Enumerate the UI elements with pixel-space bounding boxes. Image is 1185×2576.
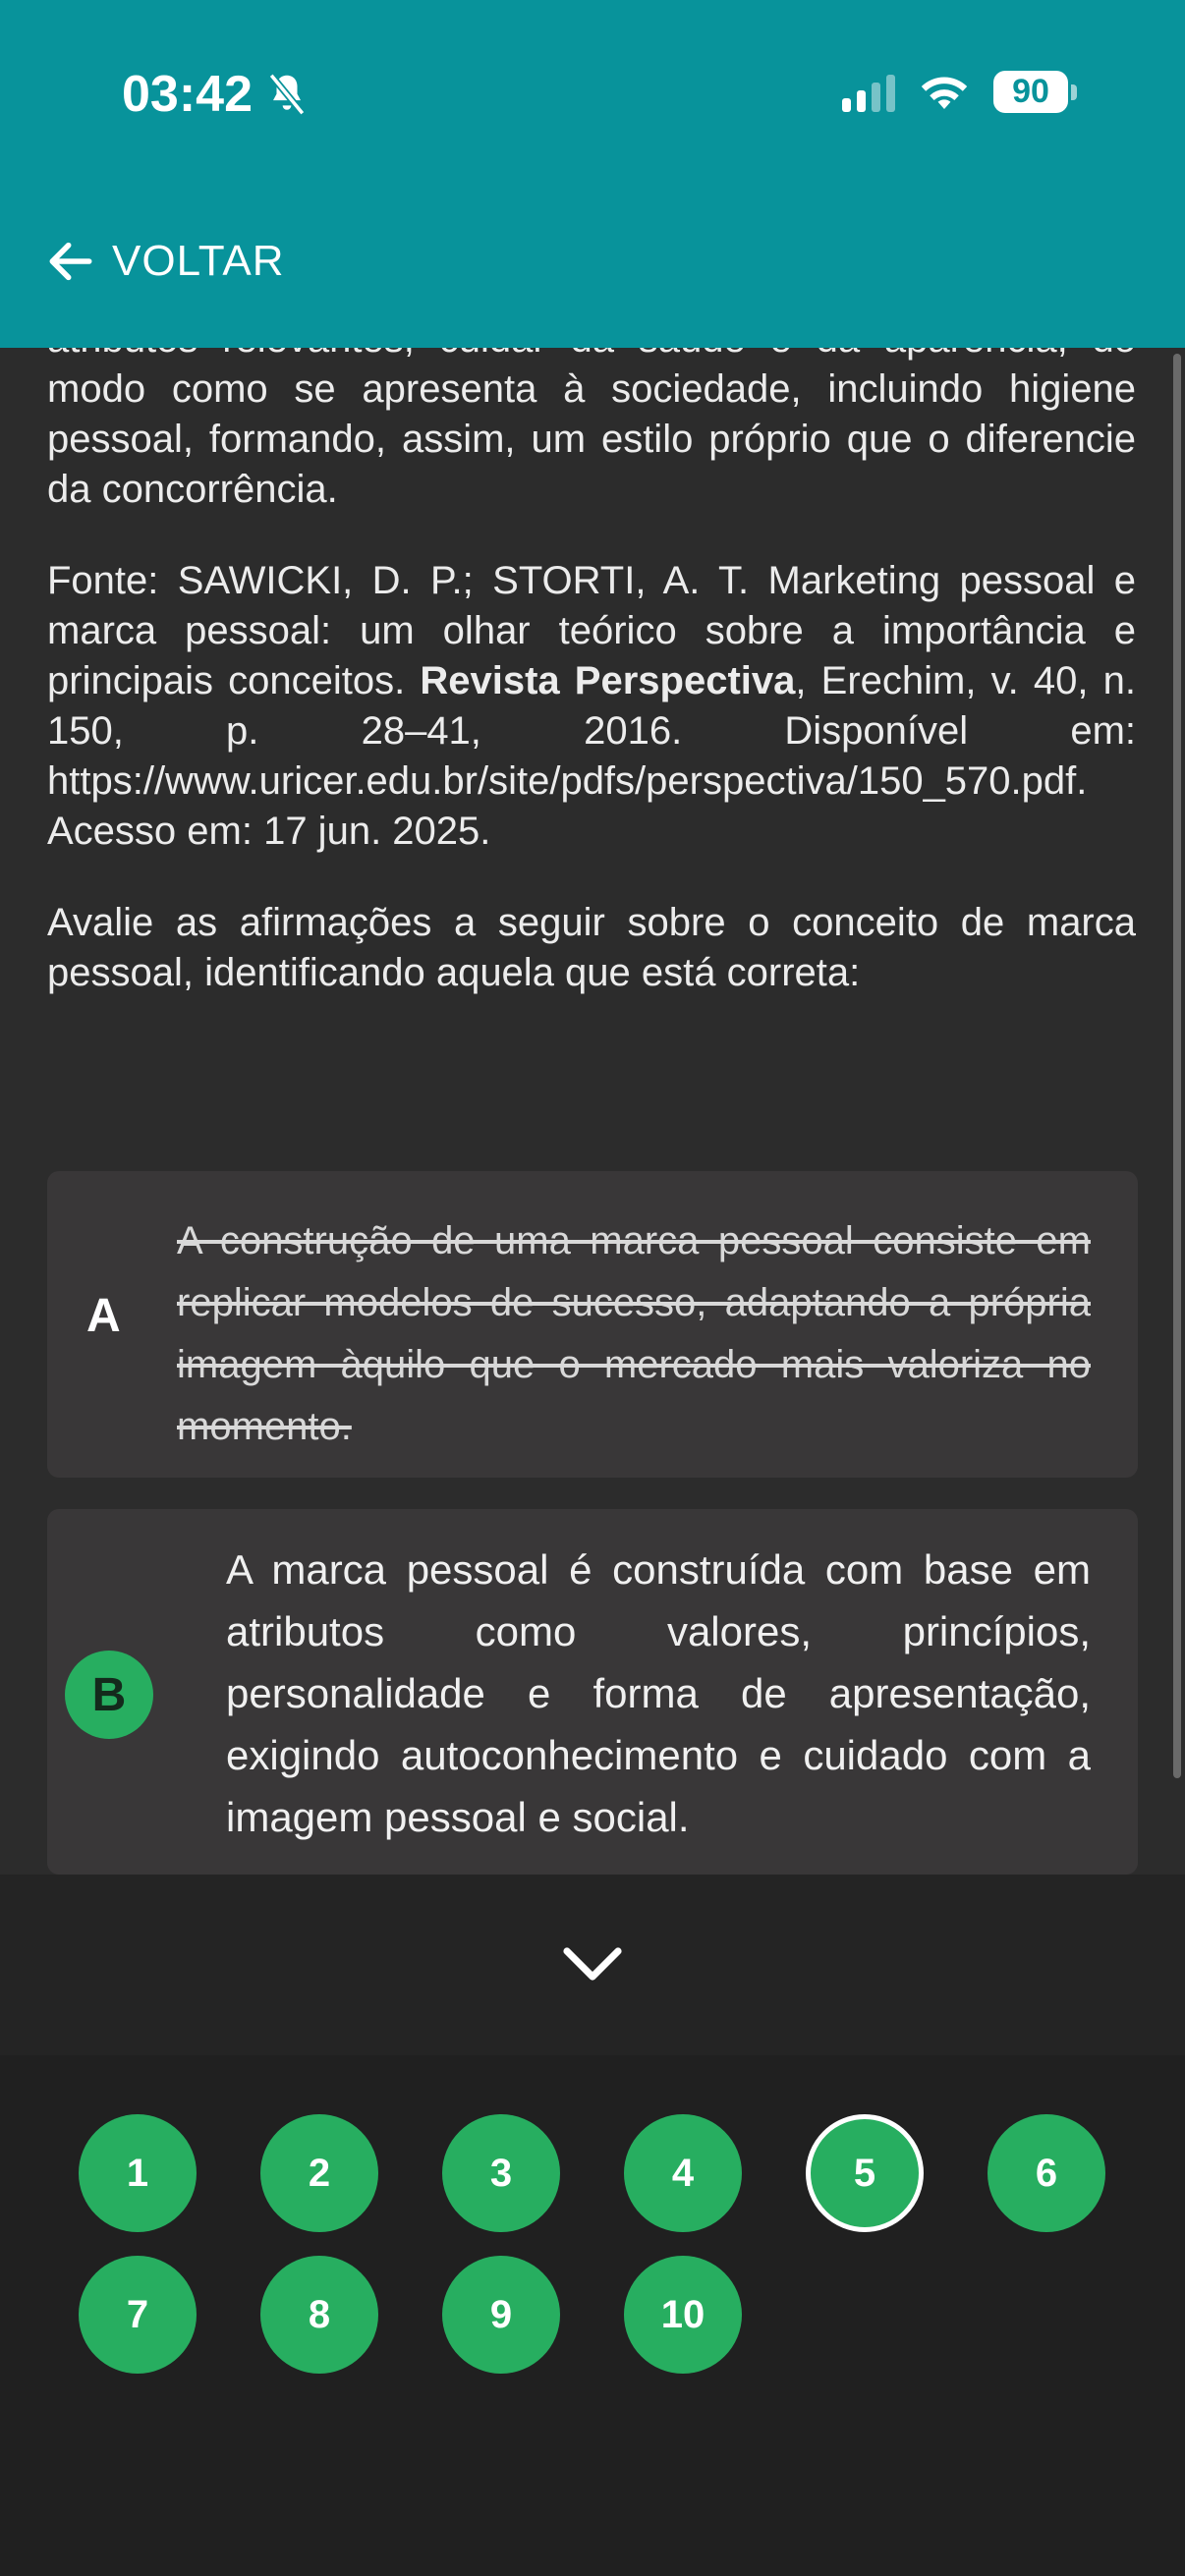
source-citation: Fonte: SAWICKI, D. P.; STORTI, A. T. Marketing pessoal e marca pessoal: um olhar teórico sobre a importância e principais conceitos. Revista Perspectiva, Erechim, v. 40, n. 150, p. 28–41, 2016. Disponível em: https://www.uricer.edu.br/site/pdfs/perspectiva/150_570.pdf. Acesso em: 17 jun. 2025. [47,559,1136,853]
app-header [0,0,1185,348]
wifi-icon [919,73,970,112]
question-button-2[interactable]: 2 [260,2114,378,2232]
battery-level: 90 [993,71,1068,113]
option-a-letter: A [86,1290,121,1342]
question-button-9[interactable]: 9 [442,2256,560,2374]
question-button-8[interactable]: 8 [260,2256,378,2374]
question-prompt: Avalie as afirmações a seguir sobre o conceito de marca pessoal, identificando aquela que está correta: [47,901,1136,994]
bell-slash-icon [266,72,308,117]
question-navigator [0,1875,1185,2576]
clock-text: 03:42 [122,66,253,123]
question-button-7[interactable]: 7 [79,2256,197,2374]
arrow-left-icon [43,234,98,289]
question-button-1[interactable]: 1 [79,2114,197,2232]
question-button-4[interactable]: 4 [624,2114,742,2232]
option-a[interactable] [47,1171,1138,1478]
option-b-letter: B [65,1651,153,1739]
cellular-signal-icon [842,73,895,112]
question-content [47,314,1136,1039]
status-time [122,65,308,124]
option-b[interactable] [47,1509,1138,1875]
back-button[interactable] [43,234,285,289]
option-b-text: A marca pessoal é construída com base em atributos como valores, princípios, personalidade e forma de apresentação, exigindo autoconhecimento e cuidado com a imagem pessoal e social. [226,1546,1091,1840]
context-paragraph: modo como se apresenta à sociedade, incluindo higiene pessoal, formando, assim, um estilo próprio que o diferencie da concorrência. [47,367,1136,511]
back-label: VOLTAR [112,237,285,285]
journal-name: Revista Perspectiva [420,659,796,702]
question-button-5-current[interactable]: 5 [806,2114,924,2232]
option-a-text: A construção de uma marca pessoal consiste em replicar modelos de sucesso, adaptando a própria imagem àquilo que o mercado mais valoriza no momento. [177,1219,1091,1448]
status-icons [842,71,1077,113]
question-button-3[interactable]: 3 [442,2114,560,2232]
scrollbar[interactable] [1173,354,1181,1778]
question-button-6[interactable]: 6 [988,2114,1105,2232]
chevron-down-icon [561,1945,624,1985]
battery-icon [993,71,1077,113]
question-button-10[interactable]: 10 [624,2256,742,2374]
collapse-navigator-button[interactable] [0,1875,1185,2055]
